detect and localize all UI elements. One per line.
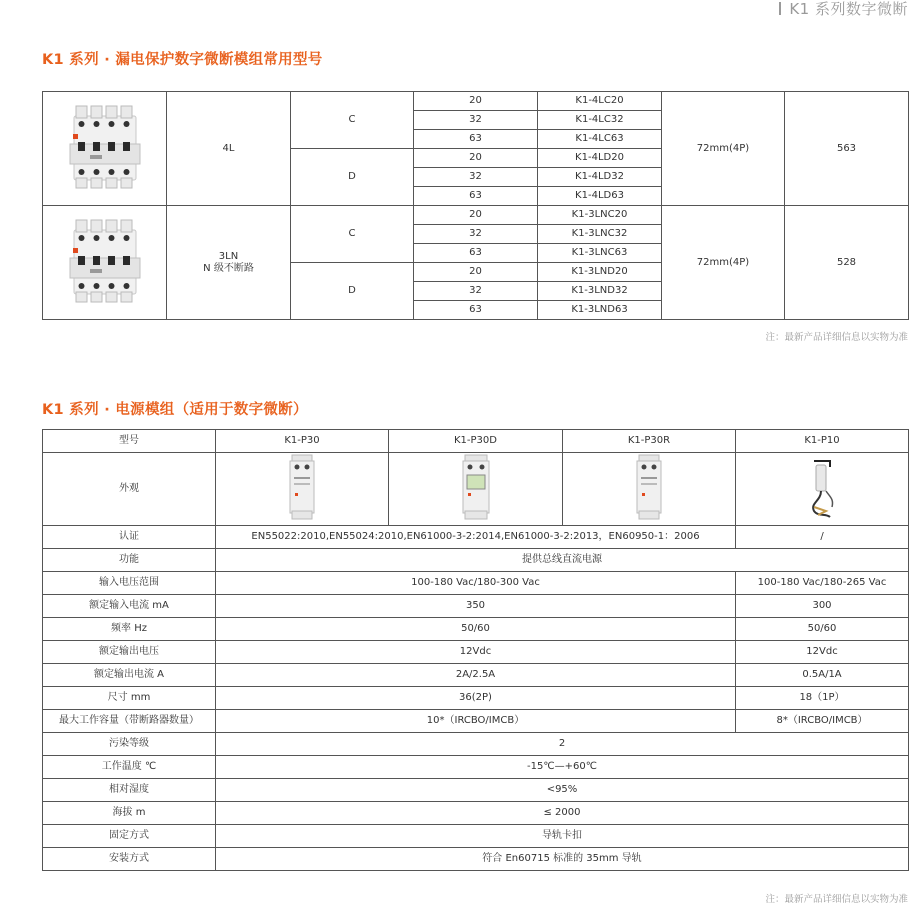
current-rating-cell: 20 [414,92,538,111]
header-divider [779,2,781,15]
current-rating-cell: 20 [414,206,538,225]
spec-row [43,756,909,779]
code-cell: 563 [785,92,909,206]
pole-cell [167,206,291,320]
module-image-cell [389,453,563,526]
model-number-cell: K1-3LND32 [538,282,662,301]
product-image-cell [43,92,167,206]
section1-note: 注：最新产品详细信息以实物为准 [765,332,908,343]
spec-value-cell: / [736,526,909,549]
model-number-cell: K1-4LD20 [538,149,662,168]
model-number-cell: K1-4LC20 [538,92,662,111]
model-header-cell: K1-P30R [563,430,736,453]
spec-value-cell: 100-180 Vac/180-300 Vac [216,572,736,595]
model-header-cell: K1-P10 [736,430,909,453]
current-rating-cell: 20 [414,263,538,282]
module-image-cell [216,453,389,526]
module-p30d-image [446,453,506,521]
spec-row [43,641,909,664]
spec-label-cell: 额定输入电流 mA [43,595,216,618]
module-image-cell [736,453,909,526]
spec-value-cell: 18（1P） [736,687,909,710]
spec-label-cell: 功能 [43,549,216,572]
model-number-cell: K1-4LD32 [538,168,662,187]
spec-value-cell: 10*（IRCBO/IMCB） [216,710,736,733]
spec-value-cell: 300 [736,595,909,618]
spec-label-cell: 尺寸 mm [43,687,216,710]
model-number-cell: K1-3LND63 [538,301,662,320]
model-number-cell: K1-4LC32 [538,111,662,130]
spec-row [43,710,909,733]
spec-row [43,779,909,802]
spec-label-cell: 额定输出电流 A [43,664,216,687]
spec-label-cell: 最大工作容量（带断路器数量） [43,710,216,733]
spec-value-cell: 50/60 [216,618,736,641]
spec-row [43,549,909,572]
spec-row [43,572,909,595]
power-module-table [42,429,909,871]
current-rating-cell: 63 [414,130,538,149]
spec-label-cell: 海拔 m [43,802,216,825]
spec-label-cell: 相对湿度 [43,779,216,802]
spec-value-cell: 50/60 [736,618,909,641]
spec-row [43,618,909,641]
module-p30-image [272,453,332,521]
product-image-cell [43,206,167,320]
spec-row [43,802,909,825]
breaker-image [68,216,142,306]
spec-header-row [43,430,909,453]
spec-value-cell: <95% [216,779,909,802]
spec-value-cell: 0.5A/1A [736,664,909,687]
model-number-cell: K1-4LC63 [538,130,662,149]
model-number-cell: K1-3LNC32 [538,225,662,244]
spec-value-cell: 导轨卡扣 [216,825,909,848]
module-image-cell [563,453,736,526]
model-row [43,206,909,225]
spec-label-cell: 安装方式 [43,848,216,871]
spec-label-cell: 固定方式 [43,825,216,848]
current-rating-cell: 32 [414,111,538,130]
current-rating-cell: 32 [414,225,538,244]
spec-value-cell: EN55022:2010,EN55024:2010,EN61000-3-2:2014,EN61000-3-2:2013，EN60950-1：2006 [216,526,736,549]
series-header-tag [779,0,908,19]
spec-label-cell: 频率 Hz [43,618,216,641]
spec-label-cell: 认证 [43,526,216,549]
spec-value-cell: 2 [216,733,909,756]
curve-cell: D [291,149,414,206]
curve-cell: C [291,92,414,149]
model-number-cell: K1-3LND20 [538,263,662,282]
spec-value-cell: 100-180 Vac/180-265 Vac [736,572,909,595]
pole-type: 4L [222,142,235,154]
spec-label-cell: 额定输出电压 [43,641,216,664]
spec-label-cell: 输入电压范围 [43,572,216,595]
pole-cell [167,92,291,206]
spec-row [43,825,909,848]
spec-row [43,526,909,549]
spec-value-cell: -15℃—+60℃ [216,756,909,779]
spec-row [43,848,909,871]
spec-value-cell: 350 [216,595,736,618]
current-rating-cell: 32 [414,168,538,187]
code-cell: 528 [785,206,909,320]
section2-note: 注：最新产品详细信息以实物为准 [765,894,908,905]
appearance-row [43,453,909,526]
model-row [43,92,909,111]
spec-label-cell: 外观 [43,453,216,526]
current-rating-cell: 32 [414,282,538,301]
spec-row [43,687,909,710]
spec-label-cell: 工作温度 ℃ [43,756,216,779]
pole-type: 3LN [218,250,239,262]
spec-row [43,664,909,687]
size-cell: 72mm(4P) [662,206,785,320]
section1-title: K1 系列 · 漏电保护数字微断模组常用型号 [42,52,323,68]
current-rating-cell: 63 [414,187,538,206]
model-header-cell: K1-P30D [389,430,563,453]
spec-value-cell: 8*（IRCBO/IMCB） [736,710,909,733]
spec-row [43,595,909,618]
spec-value-cell: 2A/2.5A [216,664,736,687]
spec-value-cell: 36(2P) [216,687,736,710]
spec-value-cell: 12Vdc [216,641,736,664]
size-cell: 72mm(4P) [662,92,785,206]
spec-value-cell: 提供总线直流电源 [216,549,909,572]
module-p30r-image [619,453,679,521]
model-number-cell: K1-4LD63 [538,187,662,206]
model-header-cell: K1-P30 [216,430,389,453]
curve-cell: C [291,206,414,263]
spec-value-cell: ≤ 2000 [216,802,909,825]
breaker-image [68,102,142,192]
spec-label-cell: 污染等级 [43,733,216,756]
curve-cell: D [291,263,414,320]
pole-subtitle: N 级不断路 [203,262,254,274]
module-p10-image [792,453,852,521]
spec-label-cell: 型号 [43,430,216,453]
model-number-cell: K1-3LNC63 [538,244,662,263]
spec-row [43,733,909,756]
model-number-cell: K1-3LNC20 [538,206,662,225]
spec-value-cell: 符合 En60715 标准的 35mm 导轨 [216,848,909,871]
rcbo-models-table [42,91,909,320]
current-rating-cell: 63 [414,244,538,263]
current-rating-cell: 63 [414,301,538,320]
section2-title: K1 系列 · 电源模组（适用于数字微断） [42,402,308,418]
series-tag-text: K1 系列数字微断 [789,0,908,18]
current-rating-cell: 20 [414,149,538,168]
spec-value-cell: 12Vdc [736,641,909,664]
